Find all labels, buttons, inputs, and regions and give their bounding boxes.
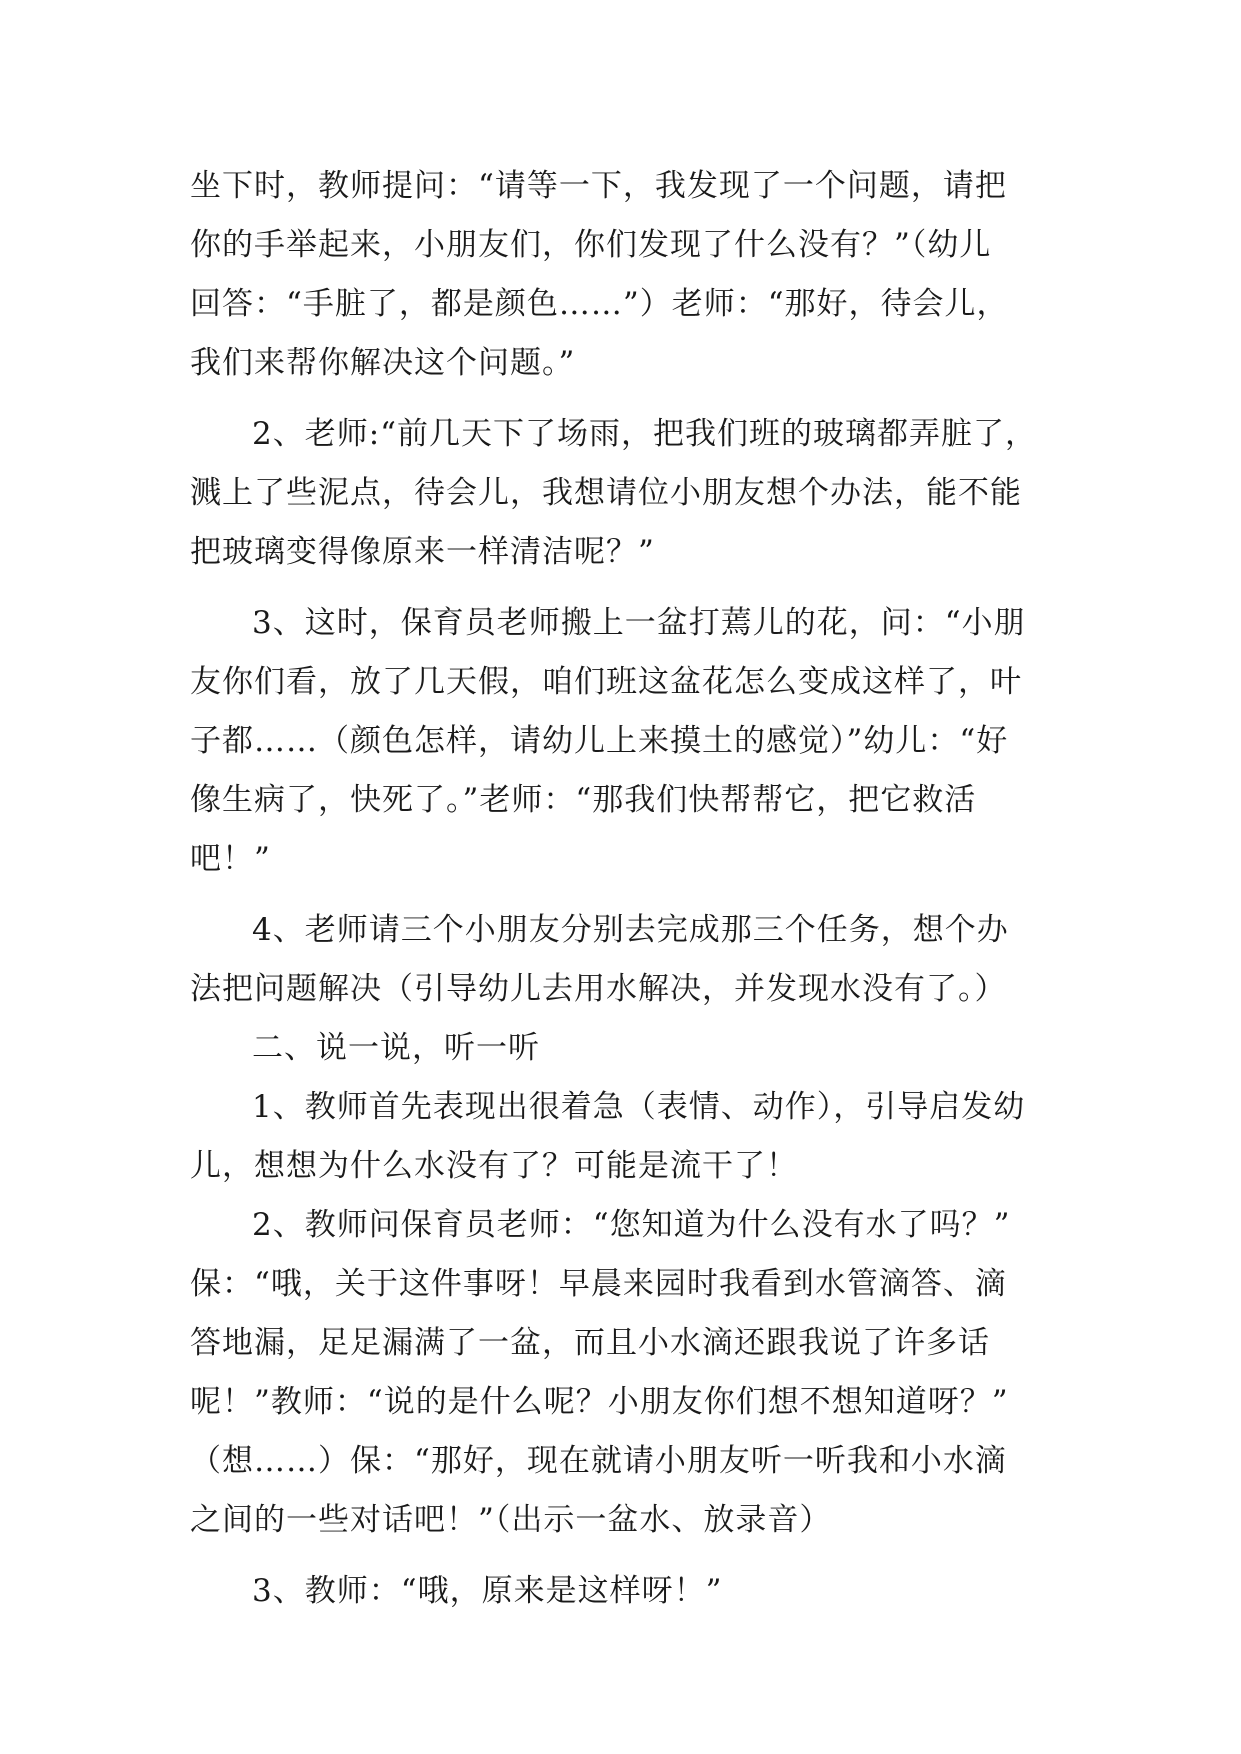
text-line: 呢！”教师：“说的是什么呢？小朋友你们想不想知道呀？”: [190, 1384, 1009, 1420]
text-line: 法把问题解决（引导幼儿去用水解决，并发现水没有了。）: [190, 971, 1007, 1007]
text-line: 1、教师首先表现出很着急（表情、动作），引导启发幼: [252, 1089, 1026, 1125]
text-line: 像生病了，快死了。”老师：“那我们快帮帮它，把它救活: [190, 782, 977, 818]
text-line: 答地漏，足足漏满了一盆，而且小水滴还跟我说了许多话: [190, 1325, 990, 1361]
text-line: 吧！”: [190, 841, 271, 877]
text-line: 子都……（颜色怎样，请幼儿上来摸土的感觉）”幼儿：“好: [190, 723, 1009, 759]
text-line: 溅上了些泥点，待会儿，我想请位小朋友想个办法，能不能: [190, 475, 1022, 511]
text-line: 友你们看，放了几天假，咱们班这盆花怎么变成这样了，叶: [190, 664, 1022, 700]
text-line: 回答：“手脏了，都是颜色……”）老师：“那好，待会儿，: [190, 286, 1009, 322]
text-line: 保：“哦，关于这件事呀！早晨来园时我看到水管滴答、滴: [190, 1266, 1007, 1302]
document-body: [190, 157, 1052, 1621]
text-line: 坐下时，教师提问：“请等一下，我发现了一个问题，请把: [190, 168, 1007, 204]
text-line: 之间的一些对话吧！”（出示一盆水、放录音）: [190, 1502, 832, 1538]
text-line: 你的手举起来，小朋友们，你们发现了什么没有？”（幼儿: [190, 227, 992, 263]
text-line: 2、老师:“前几天下了场雨，把我们班的玻璃都弄脏了，: [252, 416, 1038, 452]
section-heading: 二、说一说，听一听: [252, 1030, 540, 1066]
text-line: 儿，想想为什么水没有了？可能是流干了！: [190, 1148, 798, 1184]
text-line: （想……）保：“那好，现在就请小朋友听一听我和小水滴: [190, 1443, 1007, 1479]
text-line: 2、教师问保育员老师：“您知道为什么没有水了吗？”: [252, 1207, 1011, 1243]
text-line: 把玻璃变得像原来一样清洁呢？”: [190, 534, 655, 570]
text-line: 4、老师请三个小朋友分别去完成那三个任务，想个办: [252, 912, 1009, 948]
text-line: 3、教师：“哦，原来是这样呀！”: [252, 1573, 723, 1609]
text-line: 3、这时，保育员老师搬上一盆打蔫儿的花，问：“小朋: [252, 605, 1026, 641]
text-line: 我们来帮你解决这个问题。”: [190, 345, 576, 381]
